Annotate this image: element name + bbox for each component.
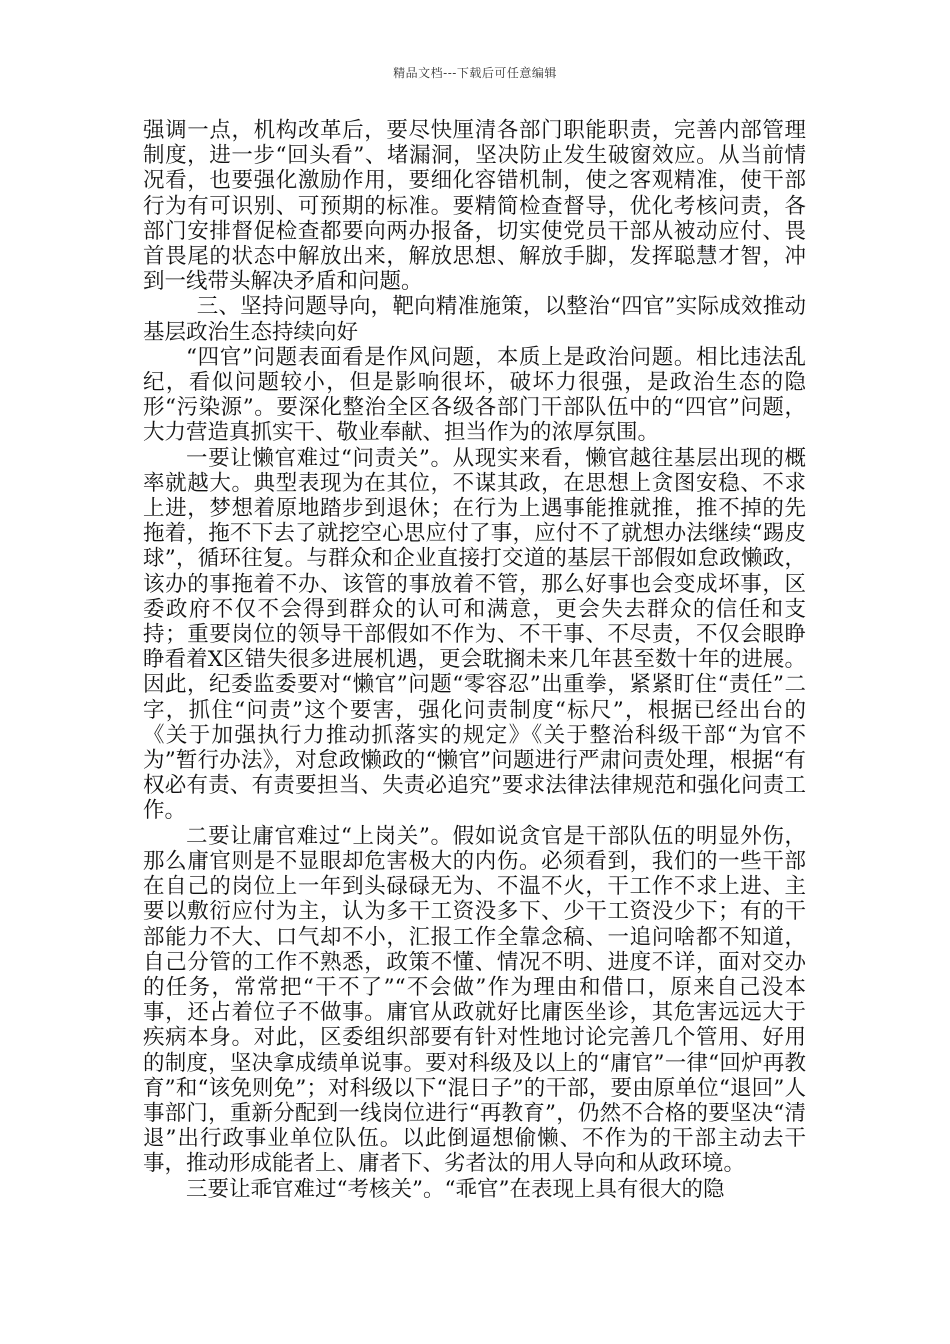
paragraph: “四官”问题表面看是作风问题，本质上是政治问题。相比违法乱纪，看似问题较小，但是影响很坏，破坏力很强，是政治生态的隐形“污染源”。要深化整治全区各级各部门干部队伍中的“四官”问题，大力营造真抓实干、敬业奉献、担当作为的浓厚氛围。 <box>143 344 806 446</box>
section-heading: 三、坚持问题导向，靶向精准施策，以整治“四官”实际成效推动基层政治生态持续向好 <box>143 294 806 345</box>
document-body <box>143 118 806 1202</box>
paragraph: 三要让乖官难过“考核关”。“乖官”在表现上具有很大的隐 <box>186 1176 725 1202</box>
page-header: 精品文档---下载后可任意编辑 <box>393 66 557 80</box>
paragraph-continued: 强调一点，机构改革后，要尽快厘清各部门职能职责，完善内部管理制度，进一步“回头看”、堵漏洞，坚决防止发生破窗效应。从当前情况看，也要强化激励作用，要细化容错机制，使之客观精准，使干部行为有可识别、可预期的标准。要精简检查督导，优化考核问责，各部门安排督促检查都要向两办报备，切实使党员干部从被动应付、畏首畏尾的状态中解放出来，解放思想、解放手脚，发挥聪慧才智，冲到一线带头解决矛盾和问题。 <box>143 118 806 295</box>
paragraph: 二要让庸官难过“上岗关”。假如说贪官是干部队伍的明显外伤，那么庸官则是不显眼却危害极大的内伤。必须看到，我们的一些干部在自己的岗位上一年到头碌碌无为、不温不火，干工作不求上进、主要以敷衍应付为主，认为多干工资没多下、少干工资没少下；有的干部能力不大、口气却不小，汇报工作全靠念稿、一追问啥都不知道，自己分管的工作不熟悉，政策不懂、情况不明、进度不详，面对交办的任务，常常把“干不了”“不会做”作为理由和借口，原来自己没本事，还占着位子不做事。庸官从政就好比庸医坐诊，其危害远远大于疾病本身。对此，区委组织部要有针对性地讨论完善几个管用、好用的制度，坚决拿成绩单说事。要对科级及以上的“庸官”一律“回炉再教育”和“该免则免”；对科级以下“混日子”的干部，要由原单位“退回”人事部门，重新分配到一线岗位进行“再教育”，仍然不合格的要坚决“清退”出行政事业单位队伍。以此倒逼想偷懒、不作为的干部主动去干事，推动形成能者上、庸者下、劣者汰的用人导向和从政环境。 <box>143 823 806 1177</box>
paragraph: 一要让懒官难过“问责关”。从现实来看，懒官越往基层出现的概率就越大。典型表现为在其位，不谋其政，在思想上贪图安稳、不求上进，梦想着原地踏步到退休；在行为上遇事能推就推，推不掉的先拖着，拖不下去了就挖空心思应付了事，应付不了就想办法继续“踢皮球”，循环往复。与群众和企业直接打交道的基层干部假如怠政懒政，该办的事拖着不办、该管的事放着不管，那么好事也会变成坏事，区委政府不仅不会得到群众的认可和满意，更会失去群众的信任和支持；重要岗位的领导干部假如不作为、不干事、不尽责，不仅会眼睁睁看着X区错失很多进展机遇，更会耽搁未来几年甚至数十年的进展。因此，纪委监委要对“懒官”问题“零容忍”出重拳，紧紧盯住“责任”二字，抓住“问责”这个要害，强化问责制度“标尺”，根据已经出台的《关于加强执行力推动抓落实的规定》《关于整治科级干部“为官不为”暂行办法》，对怠政懒政的“懒官”问题进行严肃问责处理，根据“有权必有责、有责要担当、失责必追究”要求法律法律规范和强化问责工作。 <box>143 445 806 824</box>
